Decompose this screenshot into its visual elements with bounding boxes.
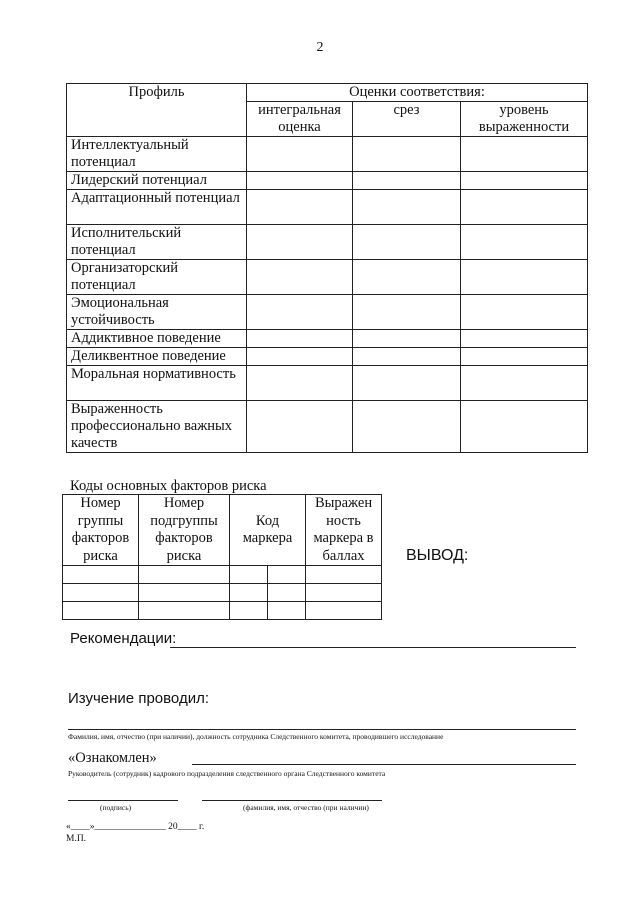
- cell: [268, 602, 306, 620]
- cell: [461, 401, 588, 453]
- cell: [353, 401, 461, 453]
- acknowledged-caption: Руководитель (сотрудник) кадрового подразделения следственного органа Следственного комитета: [68, 769, 386, 778]
- marker-code-header: Код маркера: [230, 495, 306, 566]
- cell: [353, 190, 461, 225]
- cell: [353, 330, 461, 348]
- cell: [247, 172, 353, 190]
- integral-score-header: интегральная оценка: [247, 102, 353, 137]
- cell: [461, 348, 588, 366]
- assessment-header: Оценки соответствия:: [247, 84, 588, 102]
- cell: [461, 330, 588, 348]
- name-line: [202, 800, 382, 801]
- table-row: [67, 348, 588, 366]
- row-label: Эмоциональная устойчивость: [67, 295, 247, 330]
- row-label: Аддиктивное поведение: [67, 330, 247, 348]
- row-label: Организаторский потенциал: [67, 260, 247, 295]
- cell: [63, 584, 139, 602]
- risk-table-caption: Коды основных факторов риска: [70, 478, 267, 494]
- cell: [461, 190, 588, 225]
- row-label: Интеллектуальный потенциал: [67, 137, 247, 172]
- row-label: Выраженность профессионально важных качеств: [67, 401, 247, 453]
- table-row: [67, 295, 588, 330]
- studied-by-line: [68, 729, 576, 730]
- stamp-label: М.П.: [66, 834, 87, 844]
- row-label: Исполнительский потенциал: [67, 225, 247, 260]
- row-label: Адаптационный потенциал: [67, 190, 247, 225]
- cell: [247, 348, 353, 366]
- cell: [306, 566, 382, 584]
- cell: [461, 295, 588, 330]
- cell: [230, 602, 268, 620]
- cell: [461, 137, 588, 172]
- acknowledged-line: [192, 764, 576, 765]
- table-row: [67, 366, 588, 401]
- cell: [247, 401, 353, 453]
- acknowledged-label: «Ознакомлен»: [68, 750, 157, 766]
- cell: [230, 584, 268, 602]
- cell: [247, 260, 353, 295]
- cell: [353, 172, 461, 190]
- subgroup-number-header: Номер подгруппы факторов риска: [139, 495, 230, 566]
- table-row: [67, 190, 588, 225]
- cell: [461, 225, 588, 260]
- cell: [461, 366, 588, 401]
- cell: [353, 348, 461, 366]
- cell: [353, 260, 461, 295]
- cell: [139, 602, 230, 620]
- conclusion-label: ВЫВОД:: [406, 547, 469, 564]
- cell: [247, 330, 353, 348]
- profile-assessment-table: [66, 83, 588, 453]
- profile-header: Профиль: [67, 84, 247, 137]
- expression-level-header: уровень выраженности: [461, 102, 588, 137]
- studied-by-caption: Фамилия, имя, отчество (при наличии), должность сотрудника Следственного комитета, проводившего исследование: [68, 732, 444, 741]
- table-row: [63, 584, 382, 602]
- cell: [461, 260, 588, 295]
- cell: [268, 566, 306, 584]
- table-row: [63, 602, 382, 620]
- cell: [63, 566, 139, 584]
- table-row: [67, 260, 588, 295]
- cell: [247, 137, 353, 172]
- table-row: [67, 401, 588, 453]
- cell: [353, 366, 461, 401]
- cell: [247, 366, 353, 401]
- table-row: [67, 137, 588, 172]
- group-number-header: Номер группы факторов риска: [63, 495, 139, 566]
- cell: [353, 295, 461, 330]
- table-row: [63, 566, 382, 584]
- cell: [306, 584, 382, 602]
- cell: [139, 584, 230, 602]
- risk-table-header-row: [63, 495, 382, 566]
- row-label: Лидерский потенциал: [67, 172, 247, 190]
- table-row: [67, 225, 588, 260]
- cell: [139, 566, 230, 584]
- risk-factors-table: [62, 494, 382, 620]
- studied-by-label: Изучение проводил:: [68, 690, 209, 707]
- table-row: [67, 330, 588, 348]
- cell: [247, 225, 353, 260]
- cell: [230, 566, 268, 584]
- marker-score-header: Выражен ность маркера в баллах: [306, 495, 382, 566]
- row-label: Деликвентное поведение: [67, 348, 247, 366]
- signature-line: [68, 800, 178, 801]
- cell: [353, 137, 461, 172]
- recommendations-label: Рекомендации:: [70, 630, 177, 647]
- page-number: 2: [316, 40, 324, 55]
- recommendations-line: [170, 647, 576, 648]
- table-row: [67, 172, 588, 190]
- date-line: «____»_______________ 20____ г.: [66, 822, 205, 832]
- cell: [63, 602, 139, 620]
- cell: [306, 602, 382, 620]
- row-label: Моральная нормативность: [67, 366, 247, 401]
- cell: [247, 190, 353, 225]
- cell: [247, 295, 353, 330]
- cell: [268, 584, 306, 602]
- slice-header: срез: [353, 102, 461, 137]
- cell: [461, 172, 588, 190]
- cell: [353, 225, 461, 260]
- name-caption: (фамилия, имя, отчество (при наличии): [243, 803, 369, 812]
- profile-table-header-row: [67, 84, 588, 102]
- signature-caption: (подпись): [100, 803, 132, 812]
